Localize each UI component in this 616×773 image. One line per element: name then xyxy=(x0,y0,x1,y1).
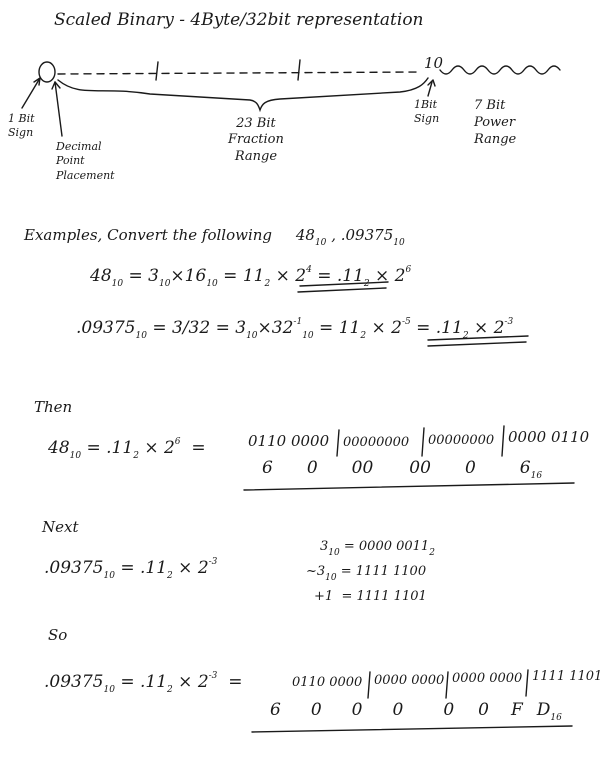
so-underline xyxy=(252,726,572,732)
next-row-2: $\sim 3_{10} = 1111$ 1100 xyxy=(306,564,427,583)
sign-arrow xyxy=(22,78,40,108)
then-byte-3: 00000000 xyxy=(428,433,495,448)
next-row-3: +1 = 1111 1101 xyxy=(314,589,427,604)
then-hex: 6 0 00 00 0 $6_{16}$ xyxy=(262,458,543,481)
register-marker: 10 xyxy=(424,54,444,72)
register-dashed-line xyxy=(58,72,420,74)
power-squiggle xyxy=(440,66,560,74)
register-tick-2 xyxy=(298,60,300,80)
then-byte-1: 0110 0000 xyxy=(248,432,330,450)
fraction-label: 23 Bit Fraction Range xyxy=(228,116,284,164)
so-hex: 6 0 0 0 0 0 F $D_{16}$ xyxy=(270,700,562,723)
next-row-1: $3_{10} = 0000$ $0011_2$ xyxy=(320,539,435,558)
so-label: So xyxy=(48,626,68,644)
then-sep-1 xyxy=(337,430,339,456)
sign-bit-circle xyxy=(39,62,55,82)
then-equation: $48_{10} = .11_2 \times 2^6$ = xyxy=(48,437,206,461)
fraction-brace xyxy=(58,78,428,110)
then-sep-3 xyxy=(502,426,504,456)
then-label: Then xyxy=(34,398,73,416)
eq1-underline-2 xyxy=(298,288,386,292)
register-tick-1 xyxy=(156,62,158,80)
then-byte-2: 00000000 xyxy=(343,435,410,450)
equation-1: $48_{10} = 3_{10}\times 16_{10} = 11_2 \times 2^4 = .11_2 \times 2^6$ xyxy=(90,265,412,289)
examples-heading: Examples, Convert the following $48_{10}$ , $.09375_{10}$ xyxy=(24,226,405,248)
so-byte-3: 0000 0000 xyxy=(452,671,523,686)
so-equation: $.09375_{10} = .11_2 \times 2^{-3}$ = xyxy=(44,671,243,695)
then-sep-2 xyxy=(422,428,424,456)
then-underline xyxy=(244,483,574,490)
decimal-point-label: Decimal Point Placement xyxy=(56,140,115,182)
sign-bit-label: 1 Bit Sign xyxy=(8,112,35,139)
page-title: Scaled Binary - 4Byte/32bit representation xyxy=(54,10,424,30)
eq2-underline-2 xyxy=(428,342,526,346)
so-byte-4: 1111 1101 xyxy=(532,669,603,684)
power-sign-label: 1Bit Sign xyxy=(414,98,440,126)
power-label: 7 Bit Power Range xyxy=(474,98,517,147)
equation-2: $.09375_{10} = 3/32 = 3_{10}\times 32^{-1}_{10} = 11_2 \times 2^{-5} = .11_2 \times 2^{-3}$ xyxy=(76,317,514,341)
so-byte-1: 0110 0000 xyxy=(292,675,363,690)
next-equation: $.09375_{10} = .11_2 \times 2^{-3}$ xyxy=(44,557,218,581)
so-sep-2 xyxy=(446,672,448,698)
decimal-arrow xyxy=(55,82,62,136)
so-byte-2: 0000 0000 xyxy=(374,673,445,688)
then-byte-4: 0000 0110 xyxy=(508,428,590,446)
so-sep-1 xyxy=(368,672,370,698)
next-label: Next xyxy=(42,518,79,536)
so-sep-3 xyxy=(526,670,528,696)
